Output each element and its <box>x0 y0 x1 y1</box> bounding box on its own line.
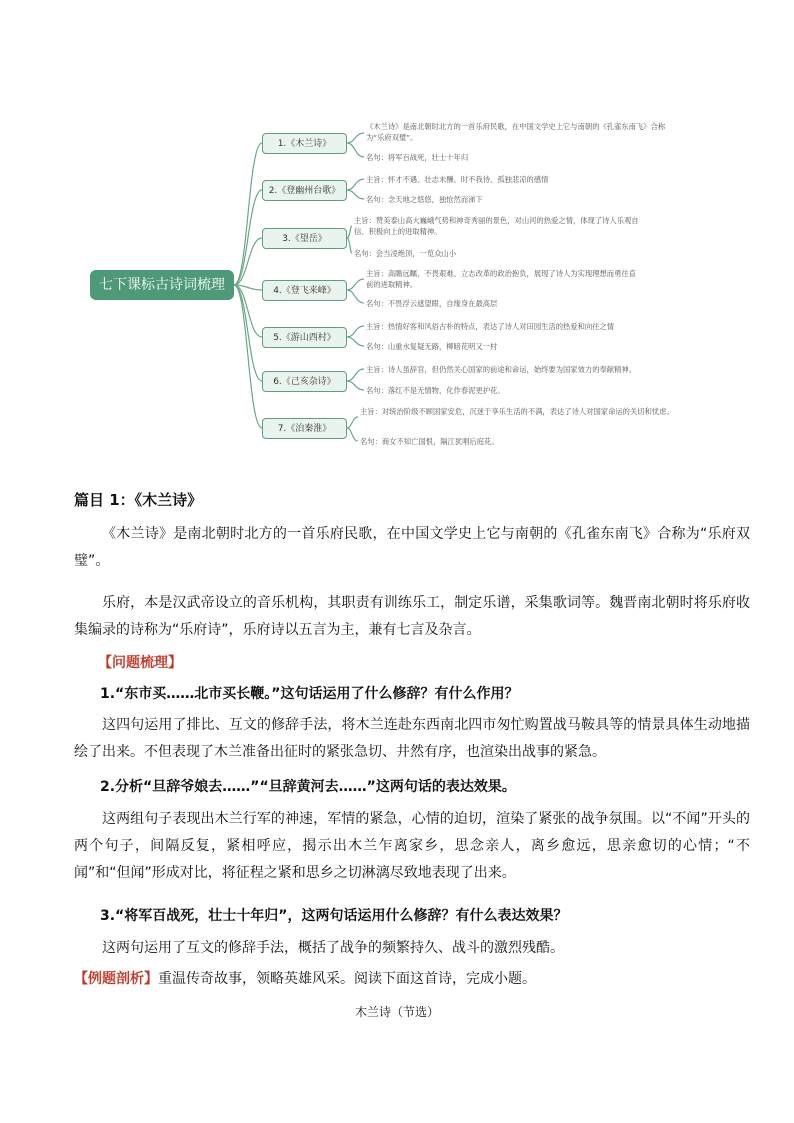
poem-title: 木兰诗（节选） <box>354 1005 439 1019</box>
example-line <box>74 966 750 993</box>
branch-shanxicun: 5.《游山西村》 <box>262 327 347 348</box>
leaf-theme: 主旨：热情好客和风俗古朴的特点，表达了诗人对田园生活的热爱和向往之情 <box>366 322 615 331</box>
question-1: 1.“东市买……北市买长鞭。”这句话运用了什么修辞？有什么作用？ <box>100 686 519 702</box>
leaf-quote: 名句：落红不是无情物，化作春泥更护花。 <box>366 386 505 395</box>
leaf-quote: 名句：不畏浮云遮望眼，自缘身在最高层 <box>366 299 498 308</box>
mind-map-root: 七下课标古诗词梳理 <box>90 270 234 300</box>
leaf-theme: 主旨：诗人虽辞官，但仍然关心国家的前途和命运，始终要为国家效力的奉献精神。 <box>366 365 636 374</box>
branch-jihai: 6.《己亥杂诗》 <box>262 371 347 392</box>
leaf-quote: 名句：念天地之悠悠，独怆然而涕下 <box>366 195 483 204</box>
leaf-theme: 主旨：赞美泰山高大巍峨气势和神奇秀丽的景色，对山河的热爱之情，体现了诗人乐观自信、积极向上的进取精神。 <box>354 216 639 236</box>
paragraph-intro: 《木兰诗》是南北朝时北方的一首乐府民歌，在中国文学史上它与南朝的《孔雀东南飞》合称为“乐府双璧”。 <box>74 526 750 569</box>
leaf-quote: 名句：将军百战死，壮士十年归 <box>366 153 469 162</box>
paragraph-yuefu: 乐府，本是汉武帝设立的音乐机构，其职责有训练乐工，制定乐谱，采集歌词等。魏晋南北朝时将乐府收集编录的诗称为“乐府诗”，乐府诗以五言为主，兼有七言及杂言。 <box>74 595 750 638</box>
branch-mulan: 1.《木兰诗》 <box>262 133 347 154</box>
leaf-quote: 名句：山重水复疑无路，柳暗花明又一村 <box>366 342 498 351</box>
tag-label: 【例题剖析】 <box>74 971 158 987</box>
branch-feilaifeng: 4.《登飞来峰》 <box>262 280 347 301</box>
leaf-theme: 主旨：对统治阶级不顾国家安危，沉迷于享乐生活的不满，表达了诗人对国家命运的关切和忧虑。 <box>360 407 674 416</box>
branch-wangyue: 3.《望岳》 <box>262 228 347 249</box>
tag-label: 【问题梳理】 <box>98 655 182 671</box>
leaf-theme: 主旨：高瞻远瞩、不畏艰难、立志改革的政治抱负，展现了诗人为实现理想而勇往直前的进取精神。 <box>366 269 636 289</box>
branch-qinhuai: 7.《泊秦淮》 <box>262 418 347 439</box>
section-heading: 篇目 1：《木兰诗》 <box>74 491 203 509</box>
question-2: 2.分析“旦辞爷娘去……”“旦辞黄河去……”这两句话的表达效果。 <box>100 779 516 795</box>
problem-tag <box>98 650 182 677</box>
example-text: 重温传奇故事，领略英雄风采。阅读下面这首诗，完成小题。 <box>158 971 536 987</box>
answer-2: 这两组句子表现出木兰行军的神速，军情的紧急，心情的迫切，渲染了紧张的战争氛围。以“不闻”开头的两个句子，间隔反复，紧相呼应，揭示出木兰乍离家乡，思念亲人，离乡愈远，思亲愈切的心情；“不闻”和“但闻”形成对比，将征程之紧和思乡之切淋漓尽致地表现了出来。 <box>74 811 750 881</box>
question-3: 3.“将军百战死，壮士十年归”，这两句话运用什么修辞？有什么表达效果？ <box>100 908 568 924</box>
leaf-quote: 名句：会当凌绝顶，一览众山小 <box>354 249 457 258</box>
answer-3: 这两句运用了互文的修辞手法，概括了战争的频繁持久、战斗的激烈残酷。 <box>102 940 564 956</box>
leaf-theme: 《木兰诗》是南北朝时北方的一首乐府民歌，在中国文学史上它与南朝的《孔雀东南飞》合称为“乐府双璧”。 <box>366 122 666 142</box>
mind-map <box>0 0 794 460</box>
leaf-quote: 名句：商女不知亡国恨，隔江犹唱后庭花。 <box>360 437 499 446</box>
answer-1: 这四句运用了排比、互文的修辞手法，将木兰连赴东西南北四市匆忙购置战马鞍具等的情景具体生动地描绘了出来。不但表现了木兰准备出征时的紧张急切、井然有序，也渲染出战事的紧急。 <box>74 717 750 760</box>
leaf-theme: 主旨：怀才不遇、壮志未酬、时不我待、孤独悲凉的感情 <box>366 175 549 184</box>
branch-youzhou: 2.《登幽州台歌》 <box>262 180 347 201</box>
